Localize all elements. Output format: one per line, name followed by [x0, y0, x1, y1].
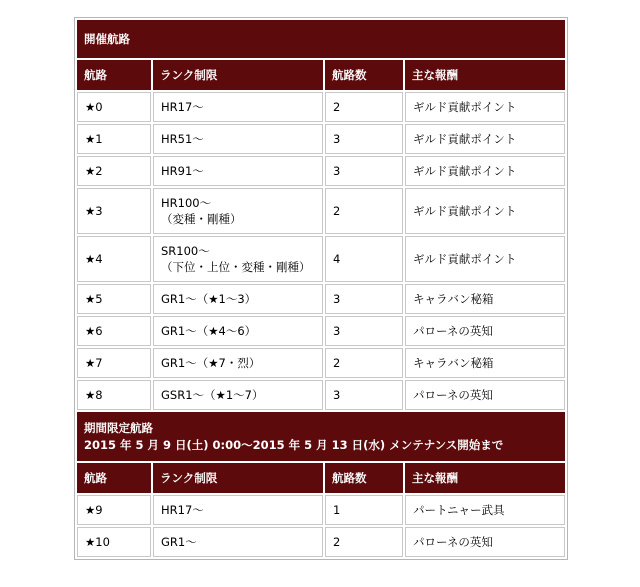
column-header-rank: ランク制限: [153, 463, 323, 493]
rank-cell: GSR1～（★1～7）: [153, 380, 323, 410]
rank-line: SR100～: [161, 244, 210, 258]
rank-line: HR100～: [161, 196, 212, 210]
reward-cell: パローネの英知: [405, 527, 565, 557]
reward-cell: パートニャー武具: [405, 495, 565, 525]
rank-cell: HR17～: [153, 92, 323, 122]
route-cell: ★7: [77, 348, 151, 378]
reward-cell: ギルド貢献ポイント: [405, 188, 565, 234]
rank-cell: GR1～（★4～6）: [153, 316, 323, 346]
rank-cell: HR51～: [153, 124, 323, 154]
rank-line: （変種・剛種）: [161, 212, 242, 226]
count-cell: 3: [325, 156, 403, 186]
route-cell: ★8: [77, 380, 151, 410]
column-header-reward: 主な報酬: [405, 60, 565, 90]
table-row: [77, 495, 565, 525]
rank-cell: GR1～（★1～3）: [153, 284, 323, 314]
rank-cell: GR1～（★7・烈）: [153, 348, 323, 378]
table-row: [77, 124, 565, 154]
count-cell: 1: [325, 495, 403, 525]
section-title: [77, 20, 565, 58]
count-cell: 3: [325, 284, 403, 314]
column-header-rank: ランク制限: [153, 60, 323, 90]
count-cell: 3: [325, 124, 403, 154]
column-header-row: [77, 60, 565, 90]
column-header-count: 航路数: [325, 463, 403, 493]
count-cell: 2: [325, 348, 403, 378]
column-header-route: 航路: [77, 60, 151, 90]
route-cell: ★5: [77, 284, 151, 314]
rank-cell: HR17～: [153, 495, 323, 525]
reward-cell: ギルド貢献ポイント: [405, 156, 565, 186]
reward-cell: ギルド貢献ポイント: [405, 92, 565, 122]
route-cell: ★9: [77, 495, 151, 525]
table-row: [77, 188, 565, 234]
rank-cell: [153, 236, 323, 282]
table-row: [77, 236, 565, 282]
count-cell: 3: [325, 316, 403, 346]
rank-line: （下位・上位・変種・剛種）: [161, 260, 311, 274]
route-table: [75, 18, 567, 559]
route-cell: ★10: [77, 527, 151, 557]
route-cell: ★0: [77, 92, 151, 122]
route-cell: ★6: [77, 316, 151, 346]
table-row: [77, 92, 565, 122]
section-banner: [77, 20, 565, 58]
table-row: [77, 527, 565, 557]
table-row: [77, 348, 565, 378]
column-header-count: 航路数: [325, 60, 403, 90]
route-cell: ★4: [77, 236, 151, 282]
route-cell: ★2: [77, 156, 151, 186]
table-row: [77, 284, 565, 314]
count-cell: 3: [325, 380, 403, 410]
reward-cell: キャラバン秘箱: [405, 348, 565, 378]
table-row: [77, 316, 565, 346]
count-cell: 4: [325, 236, 403, 282]
column-header-reward: 主な報酬: [405, 463, 565, 493]
count-cell: 2: [325, 92, 403, 122]
reward-cell: パローネの英知: [405, 316, 565, 346]
column-header-route: 航路: [77, 463, 151, 493]
section-title: [77, 412, 565, 461]
route-cell: ★1: [77, 124, 151, 154]
section-period-line: 2015 年 5 月 9 日(土) 0:00～2015 年 5 月 13 日(水) メンテナンス開始まで: [84, 437, 504, 452]
rank-cell: HR91～: [153, 156, 323, 186]
reward-cell: パローネの英知: [405, 380, 565, 410]
reward-cell: ギルド貢献ポイント: [405, 124, 565, 154]
count-cell: 2: [325, 527, 403, 557]
reward-cell: ギルド貢献ポイント: [405, 236, 565, 282]
table-row: [77, 156, 565, 186]
table-row: [77, 380, 565, 410]
section-title-line: 期間限定航路: [84, 420, 153, 435]
section-banner: [77, 412, 565, 461]
rank-cell: [153, 188, 323, 234]
count-cell: 2: [325, 188, 403, 234]
reward-cell: キャラバン秘箱: [405, 284, 565, 314]
rank-cell: GR1～: [153, 527, 323, 557]
section-title-line: 開催航路: [84, 32, 130, 46]
column-header-row: [77, 463, 565, 493]
route-cell: ★3: [77, 188, 151, 234]
